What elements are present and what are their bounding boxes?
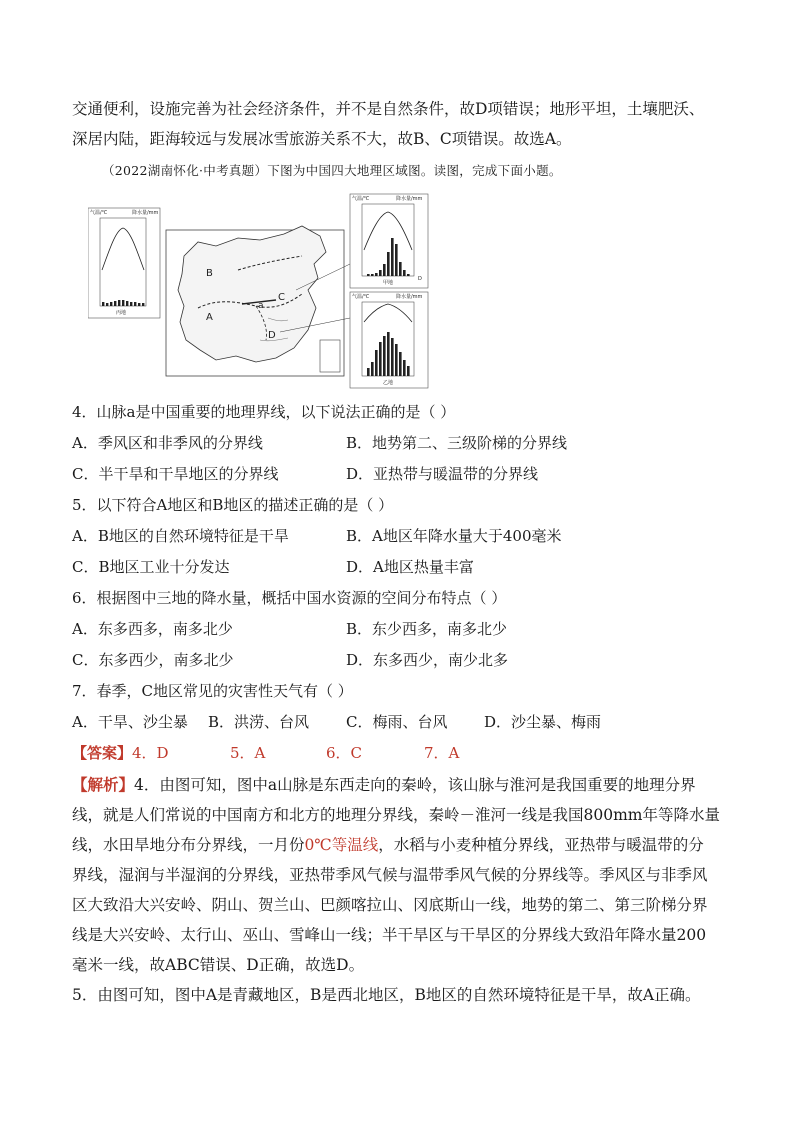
question-4-stem: 4．山脉a是中国重要的地理界线，以下说法正确的是（ ） (72, 403, 456, 421)
q7-option-a[interactable]: A．干旱、沙尘暴 (72, 713, 188, 731)
q5-option-a[interactable]: A．B地区的自然环境特征是干旱 (72, 527, 289, 545)
left-temp-label: 气温/℃ (90, 210, 108, 216)
analysis-paragraph (72, 770, 736, 1010)
q4-option-d[interactable]: D．亚热带与暖温带的分界线 (346, 465, 539, 483)
climate-chart-bottom (350, 292, 428, 388)
map-label-A: A (206, 312, 213, 323)
answer-5: 5．A (230, 744, 266, 762)
answer-tag: 【答案】 (72, 744, 133, 762)
answer-7: 7．A (424, 744, 460, 762)
answer-4: 4．D (132, 744, 169, 762)
q6-option-d[interactable]: D．东多西少，南少北多 (346, 651, 509, 669)
analysis-text-3a: 线，水田旱地分布分界线，一月份 (72, 836, 305, 854)
map-label-B: B (206, 268, 213, 279)
map-label-a: a (258, 301, 264, 311)
q4-option-c[interactable]: C．半干旱和干旱地区的分界线 (72, 465, 279, 483)
analysis-tag: 【解析】 (72, 775, 135, 794)
analysis-line-8: 5．由图可知，图中A是青藏地区，B是西北地区，B地区的自然环境特征是干旱，故A正确。 (72, 986, 701, 1004)
bottom-chart-caption: 乙地 (383, 380, 394, 386)
answer-line (72, 742, 169, 764)
top-precip-label: 降水量/mm (396, 196, 423, 202)
climate-chart-left (88, 208, 160, 318)
china-map (166, 226, 350, 376)
analysis-line-2: 线，就是人们常说的中国南方和北方的地理分界线，秦岭－淮河一线是我国800mm年等降水量 (72, 806, 720, 824)
q6-option-a[interactable]: A．东多西多，南多北少 (72, 620, 233, 638)
analysis-line-3 (72, 830, 736, 860)
intro-line-1: 交通便利，设施完善为社会经济条件，并不是自然条件，故D项错误；地形平坦，土壤肥沃、 (72, 100, 705, 118)
q5-option-d[interactable]: D．A地区热量丰富 (346, 558, 474, 576)
top-corner-label: D (418, 276, 422, 282)
analysis-text-1: 4．由图可知，图中a山脉是东西走向的秦岭，该山脉与淮河是我国重要的地理分界 (134, 776, 696, 794)
analysis-line-6: 线是大兴安岭、太行山、巫山、雪峰山一线；半干旱区与干旱区的分界线大致沿年降水量200 (72, 926, 707, 944)
region-map-svg (88, 190, 434, 390)
answer-6: 6．C (326, 744, 363, 762)
question-7-stem: 7．春季，C地区常见的灾害性天气有（ ） (72, 682, 353, 700)
analysis-line-4: 界线，湿润与半湿润的分界线，亚热带季风气候与温带季风气候的分界线等。季风区与非季风 (72, 866, 708, 884)
q5-option-c[interactable]: C．B地区工业十分发达 (72, 558, 230, 576)
top-temp-label: 气温/℃ (352, 196, 370, 202)
top-chart-caption: 甲地 (383, 280, 394, 286)
map-figure (88, 190, 434, 390)
analysis-line-5: 区大致沿大兴安岭、阴山、贺兰山、巴颜喀拉山、冈底斯山一线，地势的第二、第三阶梯分界 (72, 896, 708, 914)
q4-option-a[interactable]: A．季风区和非季风的分界线 (72, 434, 263, 452)
q6-option-c[interactable]: C．东多西少，南多北少 (72, 651, 234, 669)
bottom-temp-label: 气温/℃ (352, 294, 370, 300)
q7-option-d[interactable]: D．沙尘暴、梅雨 (484, 713, 602, 731)
q4-option-b[interactable]: B．地势第二、三级阶梯的分界线 (346, 434, 568, 452)
q6-option-b[interactable]: B．东少西多，南多北少 (346, 620, 508, 638)
q7-option-c[interactable]: C．梅雨、台风 (346, 713, 448, 731)
q5-option-b[interactable]: B．A地区年降水量大于400毫米 (346, 527, 562, 545)
analysis-line-1 (72, 770, 736, 800)
intro-line-2: 深居内陆，距海较远与发展冰雪旅游关系不大，故B、C项错误。故选A。 (72, 130, 572, 148)
left-precip-label: 降水量/mm (132, 210, 159, 216)
left-chart-caption: 丙地 (116, 310, 127, 316)
analysis-text-3c: ，水稻与小麦种植分界线，亚热带与暖温带的分 (378, 836, 704, 854)
analysis-line-7: 毫米一线，故ABC错误、D正确，故选D。 (72, 956, 365, 974)
bottom-precip-label: 降水量/mm (396, 294, 423, 300)
q7-option-b[interactable]: B．洪涝、台风 (208, 713, 310, 731)
question-source: （2022湖南怀化·中考真题）下图为中国四大地理区域图。读图，完成下面小题。 (102, 163, 562, 178)
question-5-stem: 5．以下符合A地区和B地区的描述正确的是（ ） (72, 496, 394, 514)
climate-chart-top (350, 194, 428, 288)
analysis-text-3b: 0℃等温线 (304, 836, 379, 854)
map-label-C: C (278, 292, 285, 303)
intro-paragraph (72, 94, 732, 154)
map-label-D: D (268, 330, 276, 341)
question-6-stem: 6．根据图中三地的降水量，概括中国水资源的空间分布特点（ ） (72, 589, 507, 607)
